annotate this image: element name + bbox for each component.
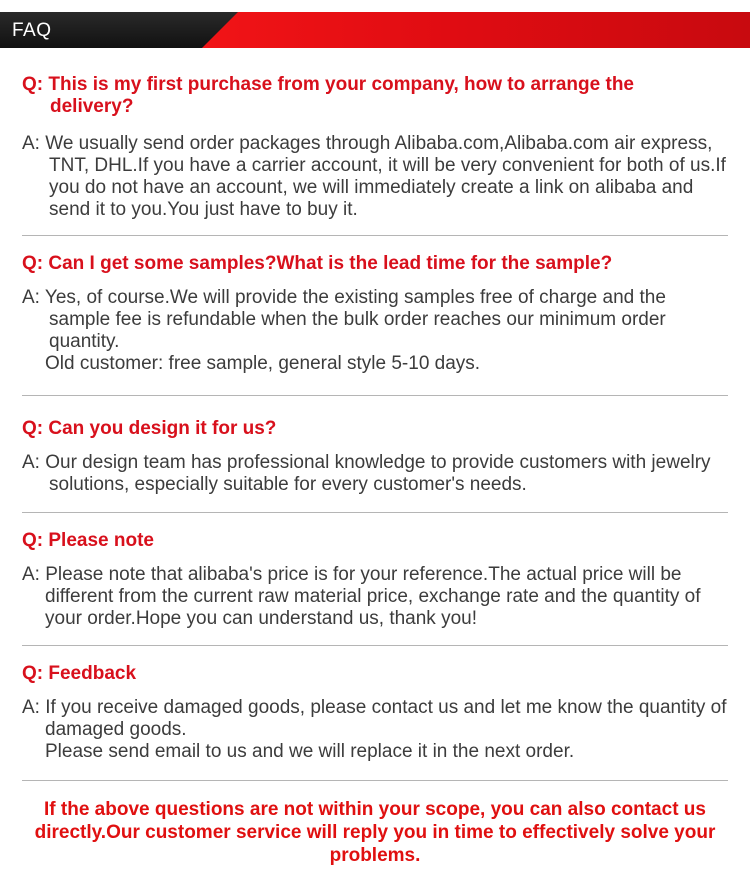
faq-answer-extra: Please send email to us and we will replace it in the next order. [45, 741, 575, 762]
faq-answer: A: Please note that alibaba's price is for your reference.The actual price will be different from the current raw material price, exchange rate and the quantity of your order.Hope you can understand us, thank you! [22, 564, 701, 629]
faq-list [22, 74, 728, 781]
faq-header-banner [0, 12, 750, 48]
contact-note: If the above questions are not within your scope, you can also contact us directly.Our customer service will reply you in time to effectively solve your problems. [34, 799, 716, 866]
faq-answer: A: If you receive damaged goods, please contact us and let me know the quantity of damaged goods. [22, 697, 727, 740]
faq-answer: A: Yes, of course.We will provide the existing samples free of charge and the sample fee is refundable when the bulk order reaches our minimum order quantity. [22, 287, 666, 352]
banner-background [0, 12, 750, 48]
faq-answer-extra: Old customer: free sample, general style 5-10 days. [45, 353, 481, 374]
page-title: FAQ [12, 20, 52, 41]
faq-question: Q: Feedback [22, 663, 137, 684]
faq-item-feedback [22, 646, 728, 781]
faq-question: Q: Can I get some samples?What is the lead time for the sample? [22, 253, 613, 274]
faq-item-samples [22, 236, 728, 396]
faq-question: Q: Please note [22, 530, 154, 551]
faq-question: Q: Can you design it for us? [22, 418, 277, 439]
faq-answer: A: Our design team has professional knowledge to provide customers with jewelry solutions, especially suitable for every customer's needs. [22, 452, 711, 495]
faq-answer: A: We usually send order packages through Alibaba.com,Alibaba.com air express, TNT, DHL.If you have a carrier account, it will be very convenient for both of us.If you do not have an account, we will immediately create a link on alibaba and send it to you.You just have to buy it. [22, 133, 726, 220]
faq-item-note [22, 513, 728, 646]
faq-question: Q: This is my first purchase from your company, how to arrange the delivery? [22, 74, 634, 117]
faq-item-delivery [22, 74, 728, 236]
faq-item-design [22, 396, 728, 513]
